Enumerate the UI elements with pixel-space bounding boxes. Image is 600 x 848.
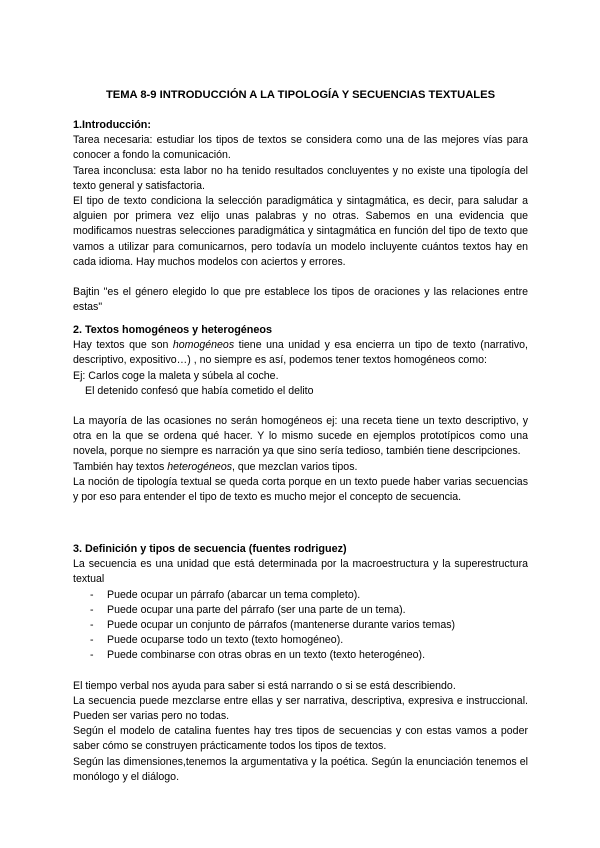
section-textos-homogeneos	[73, 323, 528, 505]
s2-example-1: Ej: Carlos coge la maleta y súbela al coche.	[73, 369, 279, 382]
s2-paragraph-2: La mayoría de las ocasiones no serán homogéneos ej: una receta tiene un texto descriptivo, y otra en la que se ordena qué hacer. Y lo mismo sucede en ejemplos prototípicos como una novela, porque no siempre es narración ya que sino sería tedioso, también tiene descripciones.	[73, 415, 528, 458]
emphasis-heterogeneos: heterogéneos	[167, 460, 233, 473]
list-item: - Puede combinarse con otras obras en un texto (texto heterogéneo).	[90, 649, 426, 662]
list-item: - Puede ocupar un párrafo (abarcar un tema completo).	[90, 588, 361, 601]
s2-paragraph-1: Hay textos que son homogéneos tiene una unidad y esa encierra un tipo de texto (narrativo, descriptivo, expositivo…) , no siempre es así, podemos tener textos homogéneos como:	[73, 339, 528, 367]
s3-paragraph-1: La secuencia es una unidad que está determinada por la macroestructura y la superestructura textual	[73, 558, 528, 586]
list-item: - Puede ocupar una parte del párrafo (ser una parte de un tema).	[90, 603, 406, 616]
s3-paragraph-5: Según las dimensiones,tenemos la argumentativa y la poética. Según la enunciación tenemos el monólogo y el diálogo.	[73, 755, 528, 783]
document-title: TEMA 8-9 INTRODUCCIÓN A LA TIPOLOGÍA Y SECUENCIAS TEXTUALES	[105, 89, 496, 101]
s1-paragraph-2: Tarea inconclusa: esta labor no ha tenido resultados concluyentes y no existe una tipología del texto general y satisfactoria.	[73, 164, 528, 192]
list-item: - Puede ocuparse todo un texto (texto homogéneo).	[90, 634, 344, 647]
emphasis-homogeneos: homogéneos	[172, 339, 235, 352]
s1-paragraph-1: Tarea necesaria: estudiar los tipos de textos se considera como una de las mejores vías para conocer a fondo la comunicación.	[73, 134, 528, 162]
s2-example-2: El detenido confesó que había cometido el delito	[85, 384, 314, 397]
section-3-heading: 3. Definición y tipos de secuencia (fuentes rodriguez)	[73, 543, 347, 555]
s2-paragraph-3: También hay textos heterogéneos, que mezclan varios tipos.	[73, 460, 358, 473]
list-item: - Puede ocupar un conjunto de párrafos (mantenerse durante varios temas)	[90, 619, 456, 632]
section-1-heading: 1.Introducción:	[73, 119, 151, 131]
s1-paragraph-3: El tipo de texto condiciona la selección paradigmática y sintagmática, es decir, para saludar a alguien por primera vez elijo unas palabras y no otras. Sabemos en una evidencia que modificamos nuestras selecciones paradigmática y sintagmática en función del tipo de texto que vamos a utilizar para comunicarnos, pero todavía un modelo incluyente cuántos textos hay en cada idioma. Hay muchos modelos con aciertos y errores.	[73, 195, 528, 268]
s1-bajtin-quote: Bajtin "es el género elegido lo que pre establece los tipos de oraciones y las relaciones entre estas"	[73, 286, 528, 314]
s3-paragraph-4: Según el modelo de catalina fuentes hay tres tipos de secuencias y con estas vamos a poder saber cómo se construyen prácticamente todos los tipos de textos.	[73, 725, 528, 753]
s3-paragraph-2: El tiempo verbal nos ayuda para saber si está narrando o si se está describiendo.	[73, 679, 456, 692]
secuencia-list	[73, 588, 528, 664]
section-secuencia	[73, 542, 528, 785]
section-introduccion	[73, 118, 528, 315]
section-2-heading: 2. Textos homogéneos y heterogéneos	[73, 324, 272, 336]
s2-paragraph-4: La noción de tipología textual se queda corta porque en un texto puede haber varias secuencias y por eso para entender el tipo de texto es mucho mejor el concepto de secuencia.	[73, 475, 528, 504]
s3-paragraph-3: La secuencia puede mezclarse entre ellas y ser narrativa, descriptiva, expresiva e instruccional. Pueden ser varias pero no todas.	[73, 694, 528, 723]
